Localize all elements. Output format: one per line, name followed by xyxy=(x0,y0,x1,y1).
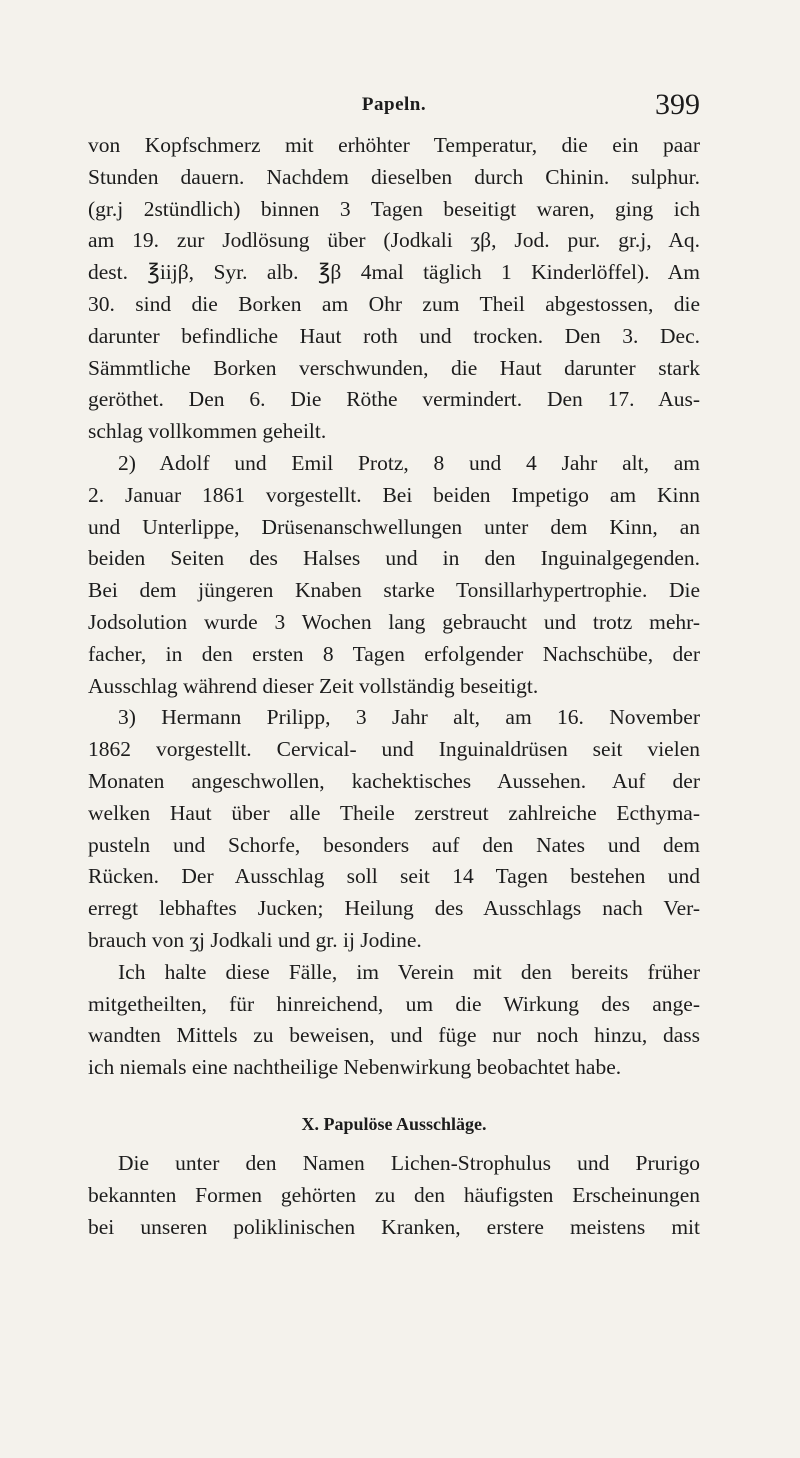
text-line: Monaten angeschwollen, kachektisches Aussehen. Auf der xyxy=(88,768,700,793)
conclusion-first-line: Ich halte diese Fälle, im Verein mit den bereits früher xyxy=(118,959,700,984)
text-line: schlag vollkommen geheilt. xyxy=(88,419,327,444)
text-line: 2. Januar 1861 vorgestellt. Bei beiden Impetigo am Kinn xyxy=(88,482,700,507)
text-line: Jodsolution wurde 3 Wochen lang gebraucht und trotz mehr- xyxy=(88,609,700,634)
text-line: geröthet. Den 6. Die Röthe vermindert. Den 17. Aus- xyxy=(88,387,700,412)
text-line: 30. sind die Borken am Ohr zum Theil abgestossen, die xyxy=(88,291,700,316)
text-line: ich niemals eine nachtheilige Nebenwirkung beobachtet habe. xyxy=(88,1055,622,1080)
body-text xyxy=(88,130,700,1243)
text-line: Sämmtliche Borken verschwunden, die Haut darunter stark xyxy=(88,355,700,380)
text-line: bei unseren poliklinischen Kranken, erstere meistens mit xyxy=(88,1214,700,1239)
text-line: 1862 vorgestellt. Cervical- und Inguinaldrüsen seit vielen xyxy=(88,737,700,762)
text-line: pusteln und Schorfe, besonders auf den Nates und dem xyxy=(88,832,700,857)
text-line: und Unterlippe, Drüsenanschwellungen unter dem Kinn, an xyxy=(88,514,700,539)
text-line: von Kopfschmerz mit erhöhter Temperatur, die ein paar xyxy=(88,133,700,157)
case-3-first-line: 3) Hermann Prilipp, 3 Jahr alt, am 16. November xyxy=(118,705,700,730)
text-line: Rücken. Der Ausschlag soll seit 14 Tagen bestehen und xyxy=(88,864,700,889)
text-line: Ausschlag während dieser Zeit vollständig beseitigt. xyxy=(88,673,539,698)
text-line: (gr.j 2stündlich) binnen 3 Tagen beseitigt waren, ging ich xyxy=(88,196,700,221)
case-2-first-line: 2) Adolf und Emil Protz, 8 und 4 Jahr alt, am xyxy=(118,450,700,475)
text-line: bekannten Formen gehörten zu den häufigsten Erscheinungen xyxy=(88,1182,700,1207)
text-line: Stunden dauern. Nachdem dieselben durch Chinin. sulphur. xyxy=(88,164,700,189)
text-line: wandten Mittels zu beweisen, und füge nur noch hinzu, dass xyxy=(88,1023,700,1048)
running-title: Papeln. xyxy=(361,94,427,115)
text-line: Bei dem jüngeren Knaben starke Tonsillarhypertrophie. Die xyxy=(88,578,700,603)
running-header xyxy=(88,88,700,128)
text-line: mitgetheilten, für hinreichend, um die Wirkung des ange- xyxy=(88,991,700,1016)
text-line: erregt lebhaftes Jucken; Heilung des Ausschlags nach Ver- xyxy=(88,896,700,921)
text-line: am 19. zur Jodlösung über (Jodkali ʒβ, Jod. pur. gr.j, Aq. xyxy=(88,228,700,253)
text-line: dest. ℥iijβ, Syr. alb. ℥β 4mal täglich 1 Kinderlöffel). Am xyxy=(88,260,700,285)
section-heading: X. Papulöse Ausschläge. xyxy=(301,1113,487,1134)
text-line: darunter befindliche Haut roth und trocken. Den 3. Dec. xyxy=(88,323,700,348)
page-number: 399 xyxy=(655,88,700,121)
text-line: welken Haut über alle Theile zerstreut zahlreiche Ecthyma- xyxy=(88,800,700,825)
text-line: brauch von ʒj Jodkali und gr. ij Jodine. xyxy=(88,927,422,952)
text-line: beiden Seiten des Halses und in den Inguinalgegenden. xyxy=(88,546,700,571)
section-first-line: Die unter den Namen Lichen-Strophulus und Prurigo xyxy=(118,1150,700,1175)
text-line: facher, in den ersten 8 Tagen erfolgender Nachschübe, der xyxy=(88,641,700,666)
